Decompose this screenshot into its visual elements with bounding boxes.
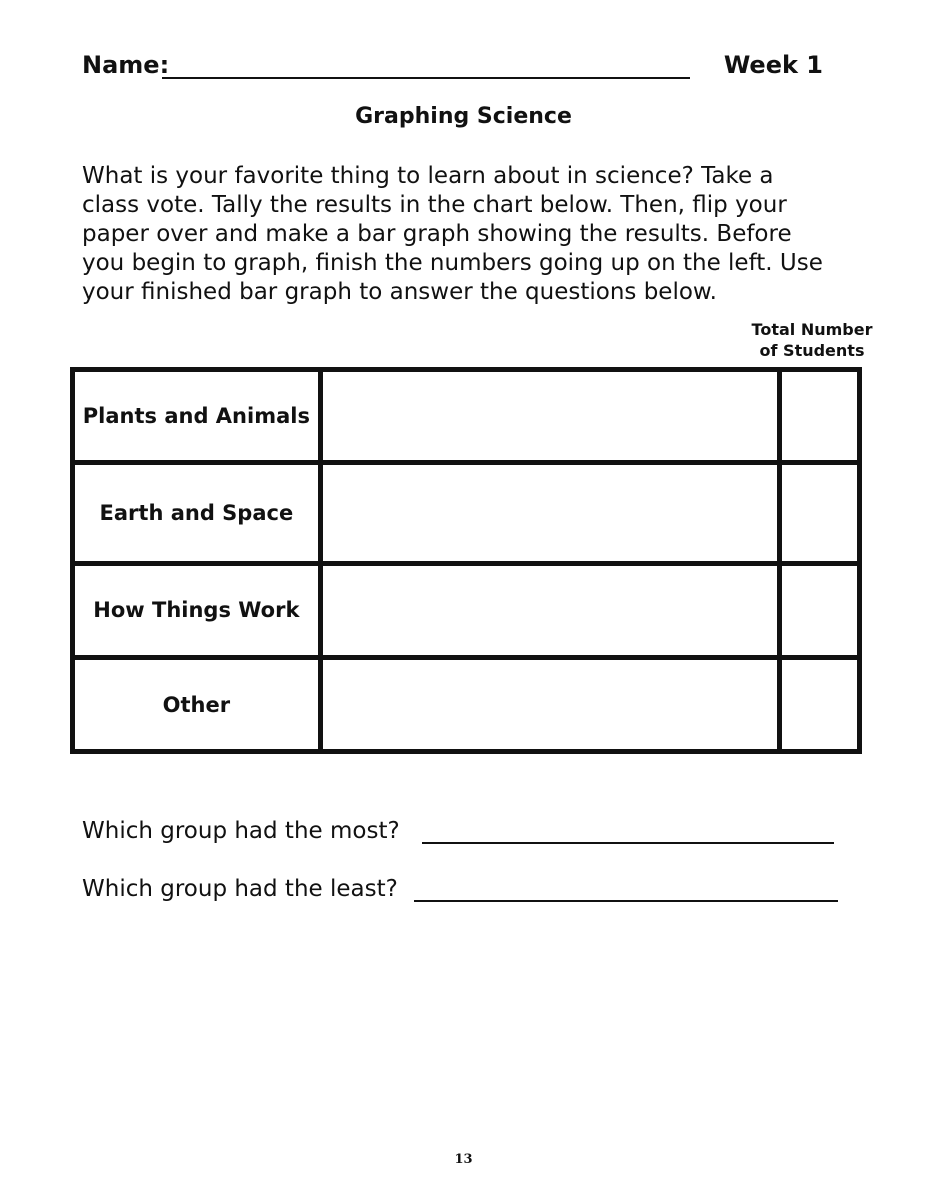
page-title: Graphing Science bbox=[355, 104, 572, 129]
question-least: Which group had the least? bbox=[82, 876, 398, 902]
tally-cell[interactable] bbox=[320, 462, 780, 563]
category-cell: Other bbox=[73, 658, 321, 752]
name-write-line[interactable] bbox=[162, 77, 690, 79]
question-most: Which group had the most? bbox=[82, 818, 400, 844]
answer-line-most[interactable] bbox=[422, 842, 834, 844]
name-label: Name: bbox=[82, 51, 170, 79]
total-cell[interactable] bbox=[780, 370, 860, 463]
instruction-line: class vote. Tally the results in the chart below. Then, flip your bbox=[82, 192, 787, 218]
table-row bbox=[73, 563, 860, 658]
table-row bbox=[73, 462, 860, 563]
category-cell: Earth and Space bbox=[73, 462, 321, 563]
total-header-line: of Students bbox=[759, 341, 865, 360]
category-cell: Plants and Animals bbox=[73, 370, 321, 463]
instruction-line: you begin to graph, finish the numbers going up on the left. Use bbox=[82, 250, 823, 276]
tally-cell[interactable] bbox=[320, 370, 780, 463]
instruction-line: What is your favorite thing to learn about in science? Take a bbox=[82, 163, 774, 189]
tally-cell[interactable] bbox=[320, 563, 780, 658]
tally-cell[interactable] bbox=[320, 658, 780, 752]
answer-line-least[interactable] bbox=[414, 900, 838, 902]
instruction-line: your finished bar graph to answer the questions below. bbox=[82, 279, 717, 305]
total-students-header bbox=[750, 319, 874, 361]
total-cell[interactable] bbox=[780, 658, 860, 752]
total-header-line: Total Number bbox=[751, 320, 873, 339]
tally-table bbox=[70, 367, 862, 754]
total-cell[interactable] bbox=[780, 462, 860, 563]
total-cell[interactable] bbox=[780, 563, 860, 658]
category-cell: How Things Work bbox=[73, 563, 321, 658]
instructions bbox=[82, 162, 872, 307]
week-label: Week 1 bbox=[723, 51, 823, 79]
instruction-line: paper over and make a bar graph showing the results. Before bbox=[82, 221, 792, 247]
table-row bbox=[73, 370, 860, 463]
table-row bbox=[73, 658, 860, 752]
header-row bbox=[82, 48, 827, 84]
page-number: 13 bbox=[454, 1152, 473, 1167]
